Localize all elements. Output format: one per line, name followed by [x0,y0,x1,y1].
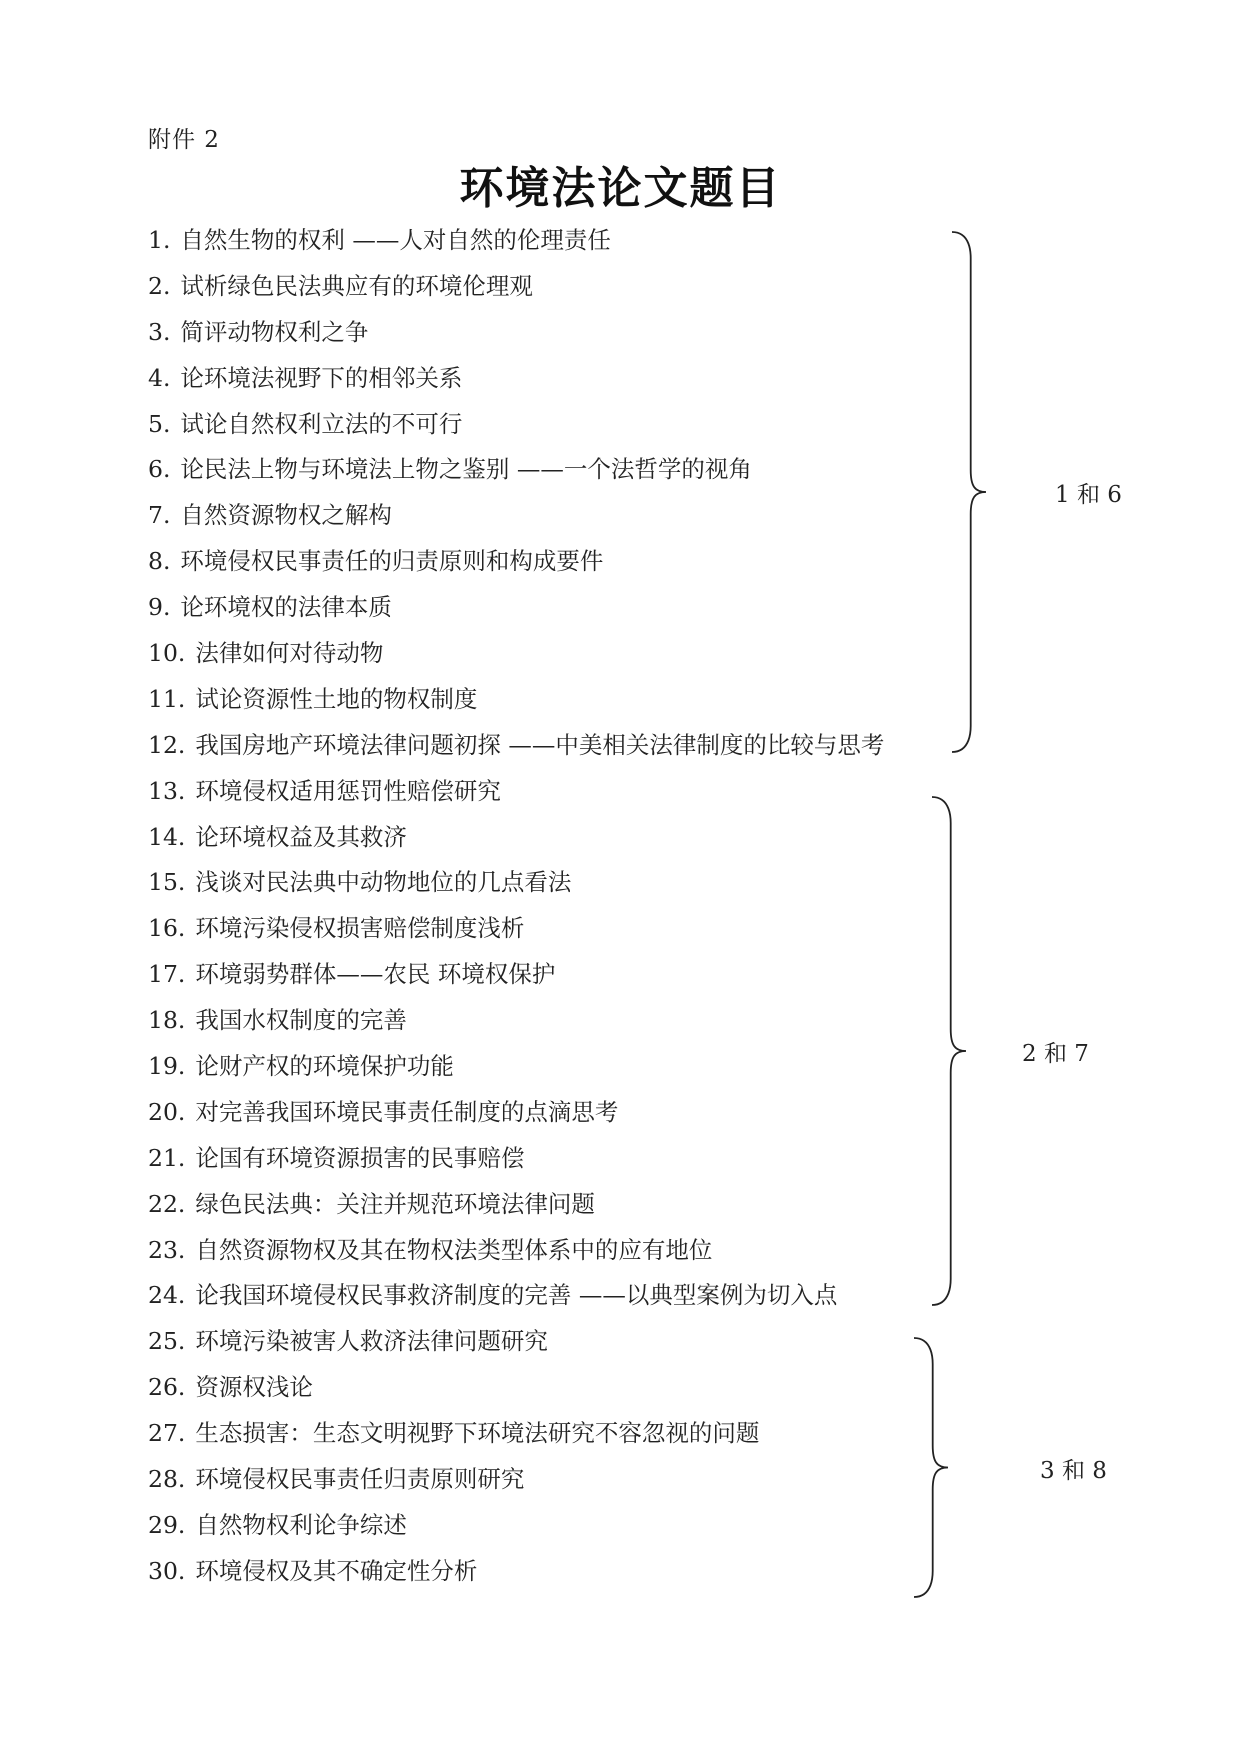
topic-item [148,957,884,1003]
topic-list [148,223,884,1600]
topic-text: 环境侵权民事责任归责原则研究 [195,1465,525,1494]
topic-text: 环境侵权民事责任的归责原则和构成要件 [180,547,604,576]
topic-item [148,544,884,590]
topic-number: 10. [148,639,186,668]
topic-number: 1. [148,226,171,254]
topic-item [148,820,884,866]
topic-number: 8. [148,547,171,576]
topic-number: 26. [148,1373,186,1402]
topic-text: 论环境权的法律本质 [180,593,392,622]
topic-item [148,498,884,544]
topic-number: 29. [148,1510,186,1539]
topic-number: 25. [148,1327,186,1356]
topic-number: 27. [148,1419,186,1448]
topic-item [148,452,884,498]
topic-number: 2. [148,271,171,300]
topic-text: 论财产权的环境保护功能 [195,1052,454,1081]
topic-item [148,1416,884,1462]
topic-item [148,1095,884,1141]
topic-number: 9. [148,593,171,622]
right-brace [952,232,986,752]
topic-number: 20. [148,1097,186,1126]
topic-item [148,1278,884,1324]
topic-text: 试论自然权利立法的不可行 [180,409,463,438]
topic-item [148,911,884,957]
topic-item [148,682,884,728]
topic-text: 我国房地产环境法律问题初探 ——中美相关法律制度的比较与思考 [195,730,885,759]
right-brace [914,1338,948,1597]
topic-item [148,223,884,269]
topic-text: 论我国环境侵权民事救济制度的完善 ——以典型案例为切入点 [195,1281,838,1310]
topic-item [148,774,884,820]
attachment-label: 附件 2 [148,127,220,153]
topic-number: 6. [148,455,171,484]
topic-number: 17. [148,960,186,989]
topic-number: 19. [148,1052,186,1081]
topic-text: 论国有环境资源损害的民事赔偿 [195,1143,525,1172]
topic-text: 法律如何对待动物 [195,639,384,668]
topic-text: 论环境法视野下的相邻关系 [180,363,463,392]
topic-item [148,315,884,361]
topic-number: 4. [148,363,171,392]
topic-number: 7. [148,501,171,530]
topic-item [148,1187,884,1233]
topic-number: 3. [148,317,171,346]
topic-number: 14. [148,822,186,851]
topic-number: 21. [148,1143,186,1172]
topic-text: 资源权浅论 [195,1373,313,1402]
topic-text: 试析绿色民法典应有的环境伦理观 [180,271,533,300]
topic-text: 对完善我国环境民事责任制度的点滴思考 [195,1097,619,1126]
topic-number: 16. [148,914,186,943]
page-title: 环境法论文题目 [459,163,782,214]
topic-number: 24. [148,1281,186,1310]
topic-item [148,1324,884,1370]
topic-item [148,1370,884,1416]
topic-text: 自然生物的权利 ——人对自然的伦理责任 [180,226,611,254]
topic-text: 生态损害：生态文明视野下环境法研究不容忽视的问题 [195,1419,760,1448]
topic-item [148,1141,884,1187]
topic-item [148,1049,884,1095]
topic-text: 环境侵权及其不确定性分析 [195,1556,478,1585]
topic-text: 环境侵权适用惩罚性赔偿研究 [195,776,501,805]
topic-text: 我国水权制度的完善 [195,1006,407,1035]
topic-text: 环境弱势群体——农民 环境权保护 [195,960,556,989]
topic-number: 13. [148,776,186,805]
topic-number: 23. [148,1235,186,1264]
topic-number: 30. [148,1556,186,1585]
topic-text: 论环境权益及其救济 [195,822,407,851]
topic-item [148,361,884,407]
topic-number: 5. [148,409,171,438]
right-brace [932,797,966,1305]
topic-text: 浅谈对民法典中动物地位的几点看法 [195,868,572,897]
topic-number: 18. [148,1006,186,1035]
topic-number: 22. [148,1189,186,1218]
topic-text: 自然物权利论争综述 [195,1510,407,1539]
topic-item [148,728,884,774]
topic-number: 28. [148,1465,186,1494]
topic-item [148,1508,884,1554]
topic-item [148,590,884,636]
group-label: 1 和 6 [1055,482,1122,508]
topic-text: 简评动物权利之争 [180,317,369,346]
topic-item [148,1554,884,1600]
topic-item [148,636,884,682]
topic-text: 环境污染被害人救济法律问题研究 [195,1327,548,1356]
topic-item [148,1462,884,1508]
topic-item [148,1003,884,1049]
topic-text: 试论资源性土地的物权制度 [195,684,478,713]
topic-number: 11. [148,684,186,713]
topic-text: 绿色民法典：关注并规范环境法律问题 [195,1189,595,1218]
group-label: 2 和 7 [1022,1041,1089,1067]
topic-item [148,1233,884,1279]
topic-text: 自然资源物权之解构 [180,501,392,530]
topic-item [148,865,884,911]
topic-item [148,407,884,453]
topic-item [148,269,884,315]
group-label: 3 和 8 [1040,1457,1107,1484]
topic-text: 环境污染侵权损害赔偿制度浅析 [195,914,525,943]
topic-text: 论民法上物与环境法上物之鉴别 ——一个法哲学的视角 [180,455,752,484]
topic-number: 15. [148,868,186,897]
topic-text: 自然资源物权及其在物权法类型体系中的应有地位 [195,1235,713,1264]
topic-number: 12. [148,730,186,759]
